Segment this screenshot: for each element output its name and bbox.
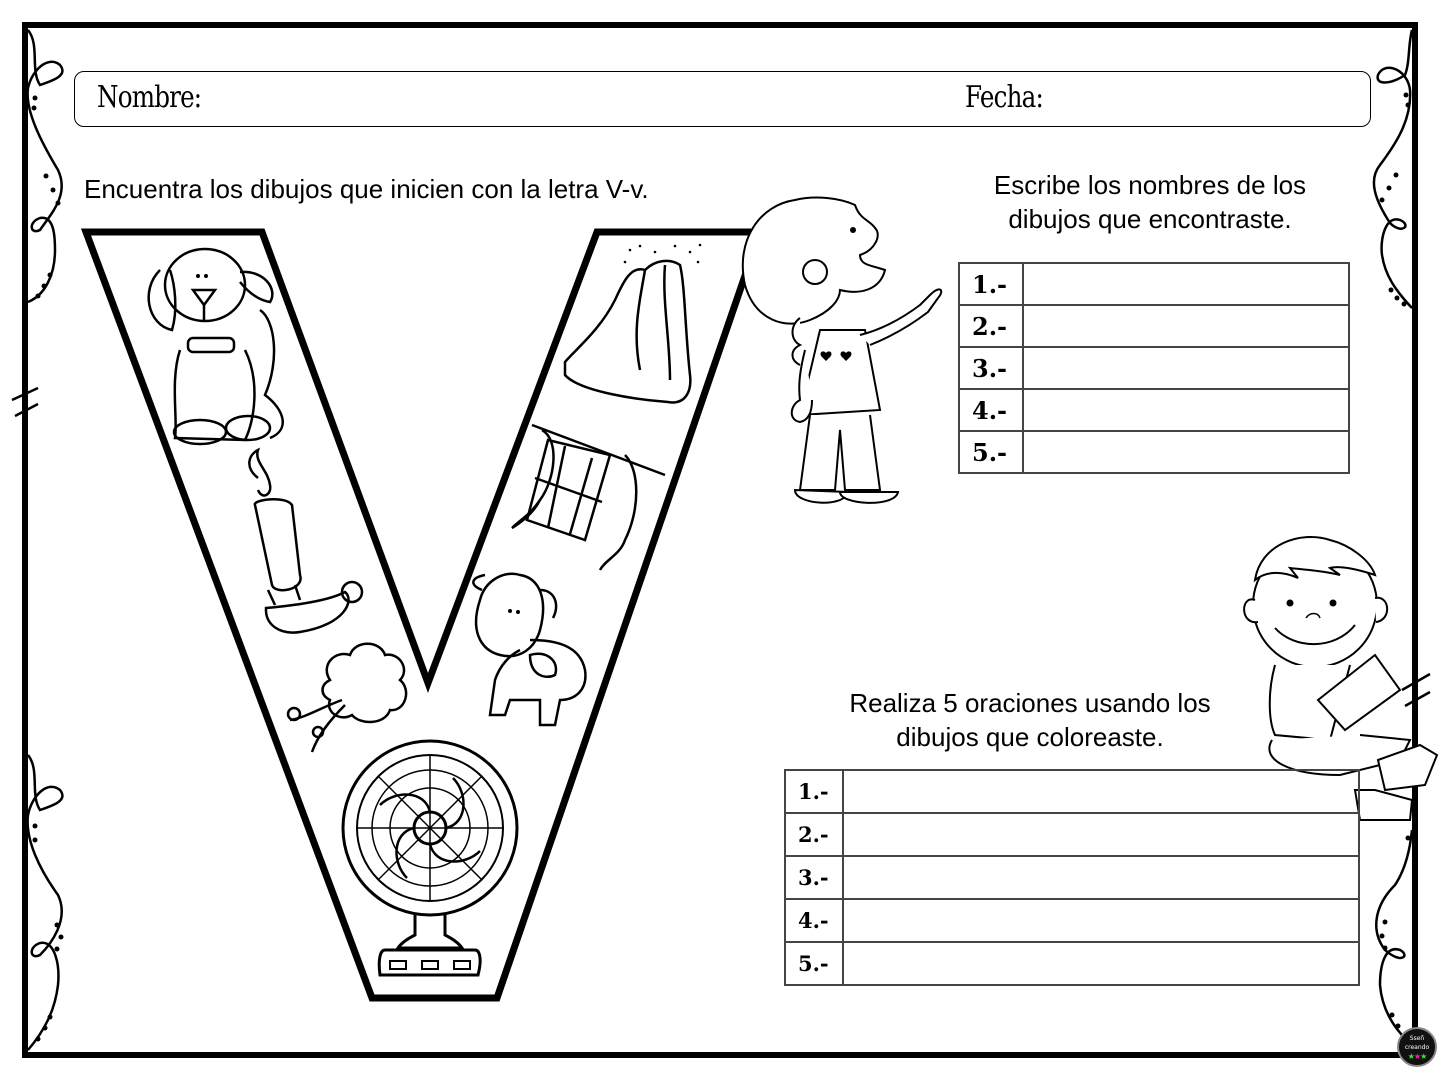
table-row — [959, 431, 1349, 473]
row-number: 2.- — [785, 813, 843, 856]
sentence-answer-field-1[interactable] — [843, 770, 1359, 813]
row-number: 3.- — [785, 856, 843, 899]
name-answer-field-2[interactable] — [1023, 305, 1349, 347]
badge-line1: Sseñ — [1409, 1035, 1425, 1042]
row-number: 1.- — [785, 770, 843, 813]
row-number: 5.- — [785, 942, 843, 985]
name-answer-field-3[interactable] — [1023, 347, 1349, 389]
table-row — [959, 347, 1349, 389]
table-row — [785, 770, 1359, 813]
row-number: 3.- — [959, 347, 1023, 389]
name-label: Nombre: — [97, 80, 202, 115]
sentence-answer-field-3[interactable] — [843, 856, 1359, 899]
row-number: 4.- — [959, 389, 1023, 431]
badge-line2: creando — [1404, 1044, 1430, 1051]
name-answer-field-4[interactable] — [1023, 389, 1349, 431]
write-names-instruction-line2: dibujos que encontraste. — [1008, 204, 1292, 234]
table-row — [785, 899, 1359, 942]
table-row — [959, 305, 1349, 347]
write-names-instruction-line1: Escribe los nombres de los — [993, 170, 1307, 200]
name-answer-field-5[interactable] — [1023, 431, 1349, 473]
table-row — [785, 813, 1359, 856]
badge-stars-icon: ★★★ — [1407, 1052, 1427, 1061]
row-number: 4.- — [785, 899, 843, 942]
table-row — [785, 856, 1359, 899]
name-answer-field-1[interactable] — [1023, 263, 1349, 305]
table-row — [959, 389, 1349, 431]
found-pictures-names-table — [958, 262, 1350, 474]
sentences-table — [784, 769, 1360, 986]
row-number: 1.- — [959, 263, 1023, 305]
row-number: 5.- — [959, 431, 1023, 473]
sentence-answer-field-4[interactable] — [843, 899, 1359, 942]
sentence-answer-field-2[interactable] — [843, 813, 1359, 856]
table-row — [959, 263, 1349, 305]
sentences-instruction-line1: Realiza 5 oraciones usando los — [849, 688, 1211, 718]
row-number: 2.- — [959, 305, 1023, 347]
find-instruction: Encuentra los dibujos que inicien con la letra V-v. — [84, 174, 649, 204]
author-logo-badge — [1397, 1027, 1437, 1067]
table-row — [785, 942, 1359, 985]
sentences-instruction-line2: dibujos que coloreaste. — [896, 722, 1164, 752]
sentence-answer-field-5[interactable] — [843, 942, 1359, 985]
date-label: Fecha: — [965, 80, 1043, 115]
